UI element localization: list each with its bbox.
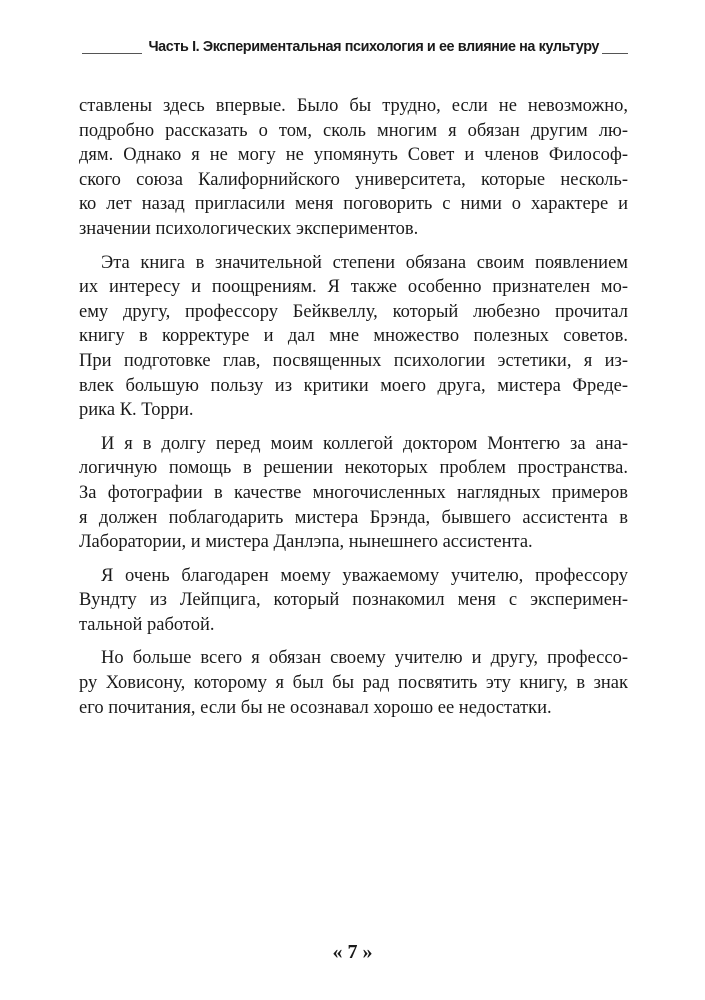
text-line: влек большую пользу из критики моего друга, мистера Фреде- <box>79 375 628 396</box>
text-line: При подготовке глав, посвященных психологии эстетики, я из- <box>79 350 628 371</box>
text-line: подробно рассказать о том, сколь многим я обязан другим лю- <box>79 120 628 141</box>
text-line: Вундту из Лейпцига, который познакомил меня с эксперимен- <box>79 590 628 611</box>
text-line: За фотографии в качестве многочисленных наглядных примеров <box>79 482 628 503</box>
text-line: Эта книга в значительной степени обязана своим появлением <box>101 252 628 273</box>
text-line: Лаборатории, и мистера Данлэпа, нынешнего ассистента. <box>79 532 533 553</box>
text-line: ставлены здесь впервые. Было бы трудно, если не невозможно, <box>79 96 628 116</box>
text-line: дям. Однако я не могу не упомянуть Совет и членов Философ- <box>79 145 628 166</box>
text-line: логичную помощь в решении некоторых проблем пространства. <box>79 458 628 479</box>
paragraph-4 <box>79 564 628 638</box>
paragraph-2 <box>79 251 628 423</box>
text-line: книгу в корректуре и дал мне множество полезных советов. <box>79 326 628 347</box>
text-line: Но больше всего я обязан своему учителю и другу, профессо- <box>101 648 628 669</box>
text-line: ему другу, профессору Бейквеллу, который любезно прочитал <box>79 301 628 322</box>
text-line: И я в долгу перед моим коллегой доктором Монтегю за ана- <box>101 433 628 454</box>
text-line: их интересу и поощрениям. Я также особенно признателен мо- <box>79 277 628 298</box>
text-line: ского союза Калифорнийского университета, которые несколь- <box>79 169 628 190</box>
text-line: рика К. Торри. <box>79 400 194 421</box>
text-line: значении психологических экспериментов. <box>79 218 419 239</box>
text-line: я должен поблагодарить мистера Брэнда, бывшего ассистента в <box>79 507 628 528</box>
text-line: Я очень благодарен моему уважаемому учителю, профессору <box>101 565 628 586</box>
text-line: тальной работой. <box>79 614 215 635</box>
body-text <box>79 94 628 729</box>
running-title: Часть I. Экспериментальная психология и ее влияние на культуру <box>142 38 602 57</box>
page-number: « 7 » <box>332 941 373 963</box>
text-line: его почитания, если бы не осознавал хорошо ее недостатки. <box>79 697 552 718</box>
paragraph-3 <box>79 432 628 555</box>
text-line: ко лет назад пригласили меня поговорить с ними о характере и <box>79 194 628 215</box>
running-header <box>82 38 628 58</box>
text-line: ру Ховисону, которому я был бы рад посвятить эту книгу, в знак <box>79 673 628 694</box>
paragraph-1 <box>79 94 628 242</box>
paragraph-5 <box>79 646 628 720</box>
